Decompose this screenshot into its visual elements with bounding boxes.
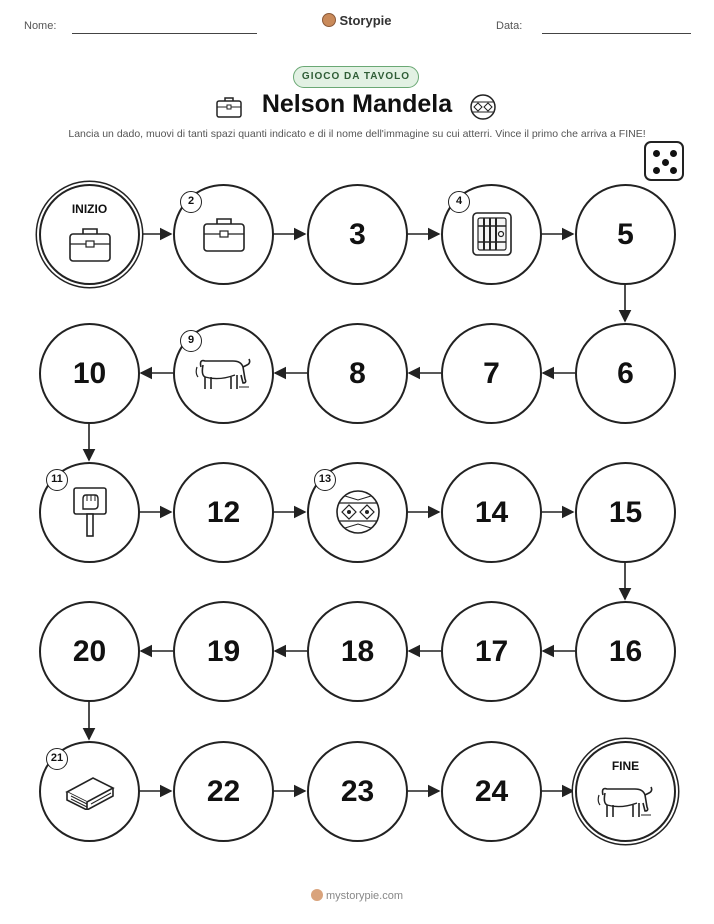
- board-space-5[interactable]: [575, 184, 676, 285]
- board-space-24[interactable]: [441, 741, 542, 842]
- footer: [0, 889, 714, 902]
- board-space-23[interactable]: [307, 741, 408, 842]
- category-badge: GIOCO DA TAVOLO: [293, 66, 419, 88]
- finish-space[interactable]: [575, 741, 676, 842]
- space-number: 8: [349, 356, 366, 390]
- cattle-icon: [597, 781, 655, 826]
- space-number: 17: [474, 634, 509, 668]
- space-number: 15: [608, 495, 643, 529]
- book-icon: [63, 772, 117, 815]
- cattle-icon: [195, 353, 253, 398]
- board-space-6[interactable]: [575, 323, 676, 424]
- board-space-18[interactable]: [307, 601, 408, 702]
- prison-door-icon: [470, 210, 514, 263]
- date-label: Data:: [496, 20, 523, 32]
- board-space-15[interactable]: [575, 462, 676, 563]
- space-number-badge: 2: [180, 191, 202, 213]
- space-number: 14: [474, 495, 509, 529]
- space-number: 19: [206, 634, 241, 668]
- board-space-12[interactable]: [173, 462, 274, 563]
- board-space-22[interactable]: [173, 741, 274, 842]
- protest-sign-icon: [71, 485, 109, 544]
- finish-label: FINE: [611, 759, 640, 773]
- footer-url: mystorypie.com: [325, 890, 404, 902]
- bear-logo-icon: [311, 889, 323, 901]
- board-space-7[interactable]: [441, 323, 542, 424]
- board-space-10[interactable]: [39, 323, 140, 424]
- african-pattern-ball-icon: [334, 488, 382, 541]
- instructions: Lancia un dado, muovi di tanti spazi quanti indicato e di il nome dell'immagine su cui atterri. Vince il primo che arriva a FINE!: [68, 128, 646, 140]
- space-number: 3: [349, 217, 366, 251]
- space-number-badge: 13: [314, 469, 336, 491]
- space-number: 10: [72, 356, 107, 390]
- space-number-badge: 4: [448, 191, 470, 213]
- board-space-3[interactable]: [307, 184, 408, 285]
- board-space-17[interactable]: [441, 601, 542, 702]
- space-number-badge: 21: [46, 748, 68, 770]
- space-number: 20: [72, 634, 107, 668]
- space-number: 5: [617, 217, 634, 251]
- space-number: 6: [617, 356, 634, 390]
- board-space-19[interactable]: [173, 601, 274, 702]
- start-label: INIZIO: [71, 202, 108, 216]
- space-number: 16: [608, 634, 643, 668]
- page-title: Nelson Mandela: [261, 90, 453, 118]
- board-space-8[interactable]: [307, 323, 408, 424]
- space-number: 23: [340, 774, 375, 808]
- board-space-14[interactable]: [441, 462, 542, 563]
- space-number-badge: 11: [46, 469, 68, 491]
- briefcase-icon: [67, 224, 113, 269]
- briefcase-icon: [201, 214, 247, 259]
- space-number: 22: [206, 774, 241, 808]
- board-space-20[interactable]: [39, 601, 140, 702]
- brand-name: Storypie: [339, 13, 392, 28]
- name-label: Nome:: [24, 20, 57, 32]
- space-number: 18: [340, 634, 375, 668]
- board-space-16[interactable]: [575, 601, 676, 702]
- space-number: 24: [474, 774, 509, 808]
- start-space[interactable]: [39, 184, 140, 285]
- space-number-badge: 9: [180, 330, 202, 352]
- space-number: 7: [483, 356, 500, 390]
- space-number: 12: [206, 495, 241, 529]
